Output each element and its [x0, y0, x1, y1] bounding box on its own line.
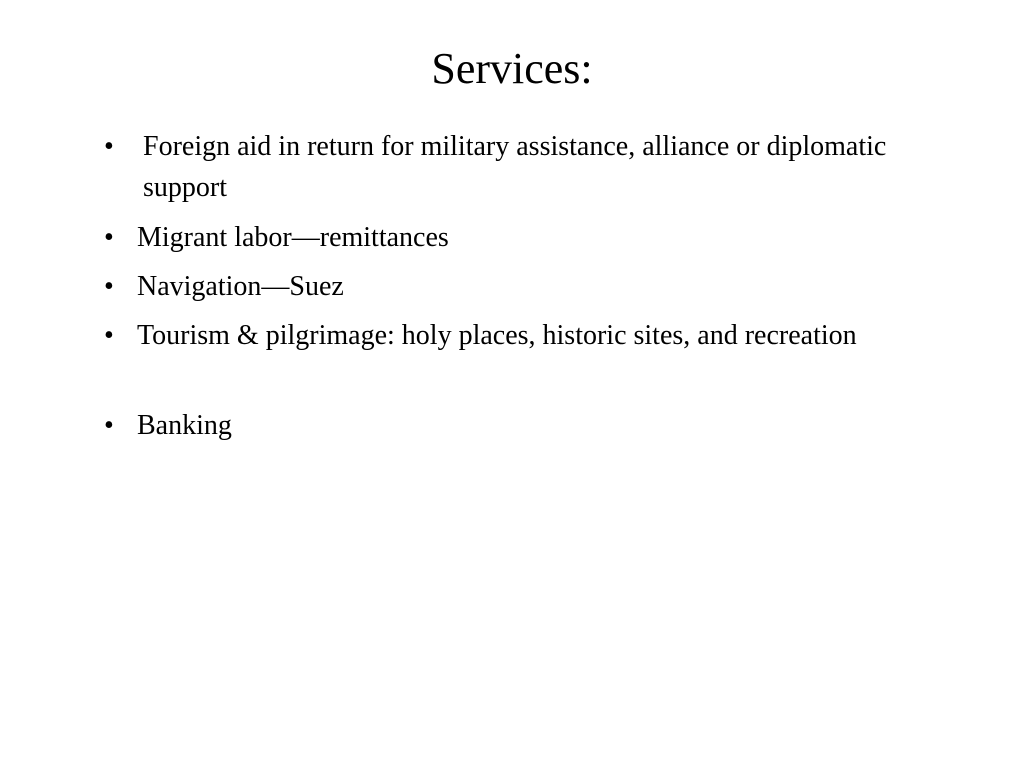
bullet-text: Navigation—Suez — [137, 271, 344, 302]
slide-title: Services: — [431, 44, 593, 93]
bullet-marker: • — [104, 222, 114, 253]
bullet-text: Foreign aid in return for military assistance, alliance or diplomatic support — [143, 131, 887, 203]
list-item — [104, 315, 904, 356]
bullet-text: Tourism & pilgrimage: holy places, historic sites, and recreation — [137, 320, 857, 351]
bullet-text: Banking — [137, 410, 232, 441]
bullet-text: Migrant labor—remittances — [137, 222, 449, 253]
bullet-marker: • — [104, 131, 114, 162]
list-item — [104, 217, 904, 258]
list-item — [104, 266, 904, 307]
bullet-marker: • — [104, 320, 114, 351]
bullet-marker: • — [104, 410, 114, 441]
bullet-marker: • — [104, 271, 114, 302]
list-item — [104, 126, 904, 208]
list-item — [104, 405, 904, 446]
